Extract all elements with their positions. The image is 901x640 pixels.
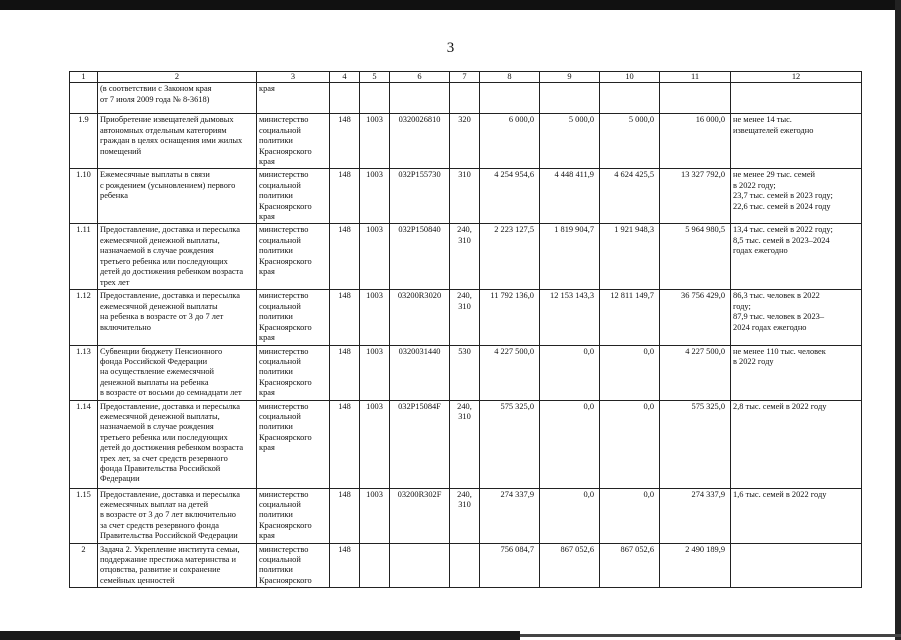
- amount-total: 575 325,0: [660, 400, 731, 488]
- expected-result: 2,8 тыс. семей в 2022 году: [731, 400, 862, 488]
- grbs-code: 148: [330, 543, 360, 588]
- amount-2023: 0,0: [540, 400, 600, 488]
- amount-2024: 4 624 425,5: [600, 169, 660, 224]
- amount-2022: 4 227 500,0: [480, 345, 540, 400]
- column-number: 5: [360, 72, 390, 83]
- expense-type-code: 240, 310: [450, 488, 480, 543]
- expense-type-code: [450, 543, 480, 588]
- column-number: 8: [480, 72, 540, 83]
- expected-result: [731, 83, 862, 114]
- section-code: 1003: [360, 290, 390, 345]
- expected-result: не менее 110 тыс. человек в 2022 году: [731, 345, 862, 400]
- expense-type-code: 310: [450, 169, 480, 224]
- event-name: Предоставление, доставка и пересылка ежемесячной денежной выплаты, назначаемой в случае рождения третьего ребенка или последующих детей до достижения ребенком возраста трех лет, за счет средств резервного фонда Правительства Российской Федерации: [98, 400, 257, 488]
- target-article-code: [390, 83, 450, 114]
- table-row: [70, 224, 862, 290]
- amount-2024: 0,0: [600, 488, 660, 543]
- scan-right-edge: [895, 0, 901, 640]
- page-number: 3: [446, 40, 455, 56]
- section-code: 1003: [360, 345, 390, 400]
- event-name: Предоставление, доставка и пересылка ежемесячной денежной выплаты на ребенка в возрасте от 3 до 7 лет включительно: [98, 290, 257, 345]
- target-article-code: 032P150840: [390, 224, 450, 290]
- responsible-body: министерство социальной политики Красноярского края: [257, 400, 330, 488]
- amount-2022: 4 254 954,6: [480, 169, 540, 224]
- row-number: [70, 83, 98, 114]
- column-number: 12: [731, 72, 862, 83]
- amount-2022: 2 223 127,5: [480, 224, 540, 290]
- target-article-code: 032P15084F: [390, 400, 450, 488]
- amount-total: 274 337,9: [660, 488, 731, 543]
- target-article-code: 0320026810: [390, 114, 450, 169]
- amount-2022: 11 792 136,0: [480, 290, 540, 345]
- target-article-code: 032P155730: [390, 169, 450, 224]
- amount-2023: 867 052,6: [540, 543, 600, 588]
- grbs-code: 148: [330, 114, 360, 169]
- amount-total: 16 000,0: [660, 114, 731, 169]
- row-number: 1.15: [70, 488, 98, 543]
- amount-2024: 12 811 149,7: [600, 290, 660, 345]
- responsible-body: министерство социальной политики Красноярского края: [257, 224, 330, 290]
- amount-2022: 756 084,7: [480, 543, 540, 588]
- column-number-row: [70, 72, 862, 83]
- responsible-body: министерство социальной политики Красноярского края: [257, 290, 330, 345]
- expected-result: 13,4 тыс. семей в 2022 году; 8,5 тыс. семей в 2023–2024 годах ежегодно: [731, 224, 862, 290]
- column-number: 3: [257, 72, 330, 83]
- grbs-code: 148: [330, 345, 360, 400]
- column-number: 6: [390, 72, 450, 83]
- amount-2022: [480, 83, 540, 114]
- expected-result: [731, 543, 862, 588]
- event-name: Ежемесячные выплаты в связи с рождением (усыновлением) первого ребенка: [98, 169, 257, 224]
- expense-type-code: 320: [450, 114, 480, 169]
- amount-total: [660, 83, 731, 114]
- table-row: [70, 488, 862, 543]
- target-article-code: 0320031440: [390, 345, 450, 400]
- target-article-code: 03200R302F: [390, 488, 450, 543]
- amount-2024: [600, 83, 660, 114]
- table-row: [70, 543, 862, 588]
- event-name: Приобретение извещателей дымовых автономных отдельным категориям граждан в целях оснащения ими жилых помещений: [98, 114, 257, 169]
- column-number: 11: [660, 72, 731, 83]
- expected-result: не менее 14 тыс. извещателей ежегодно: [731, 114, 862, 169]
- expense-type-code: 240, 310: [450, 400, 480, 488]
- column-number: 7: [450, 72, 480, 83]
- amount-2024: 867 052,6: [600, 543, 660, 588]
- scan-bottom-edge: [0, 631, 520, 640]
- expected-result: 1,6 тыс. семей в 2022 году: [731, 488, 862, 543]
- row-number: 1.13: [70, 345, 98, 400]
- grbs-code: 148: [330, 224, 360, 290]
- section-code: [360, 83, 390, 114]
- amount-2023: 12 153 143,3: [540, 290, 600, 345]
- amount-2023: 0,0: [540, 345, 600, 400]
- expense-type-code: 530: [450, 345, 480, 400]
- grbs-code: 148: [330, 400, 360, 488]
- responsible-body: министерство социальной политики Красноярского края: [257, 345, 330, 400]
- event-name: Предоставление, доставка и пересылка ежемесячных выплат на детей в возрасте от 3 до 7 лет включительно за счет средств резервного фонда Правительства Российской Федерации: [98, 488, 257, 543]
- grbs-code: 148: [330, 290, 360, 345]
- column-number: 1: [70, 72, 98, 83]
- grbs-code: [330, 83, 360, 114]
- row-number: 1.12: [70, 290, 98, 345]
- amount-2023: 0,0: [540, 488, 600, 543]
- expense-type-code: [450, 83, 480, 114]
- grbs-code: 148: [330, 169, 360, 224]
- table-row: [70, 400, 862, 488]
- scan-top-edge: [0, 0, 901, 10]
- section-code: 1003: [360, 488, 390, 543]
- responsible-body: министерство социальной политики Красноярского края: [257, 169, 330, 224]
- responsible-body: министерство социальной политики Красноярского края: [257, 488, 330, 543]
- row-number: 1.9: [70, 114, 98, 169]
- amount-2024: 0,0: [600, 345, 660, 400]
- amount-2023: 1 819 904,7: [540, 224, 600, 290]
- grbs-code: 148: [330, 488, 360, 543]
- amount-2023: 5 000,0: [540, 114, 600, 169]
- target-article-code: [390, 543, 450, 588]
- section-code: 1003: [360, 114, 390, 169]
- expense-type-code: 240, 310: [450, 224, 480, 290]
- section-code: 1003: [360, 224, 390, 290]
- amount-2024: 1 921 948,3: [600, 224, 660, 290]
- event-name: Субвенции бюджету Пенсионного фонда Российской Федерации на осуществление ежемесячной денежной выплаты на ребенка в возрасте от восьми до семнадцати лет: [98, 345, 257, 400]
- amount-total: 36 756 429,0: [660, 290, 731, 345]
- expected-result: не менее 29 тыс. семей в 2022 году; 23,7 тыс. семей в 2023 году; 22,6 тыс. семей в 2024 году: [731, 169, 862, 224]
- column-number: 2: [98, 72, 257, 83]
- row-number: 2: [70, 543, 98, 588]
- amount-2023: [540, 83, 600, 114]
- table-row: [70, 169, 862, 224]
- row-number: 1.10: [70, 169, 98, 224]
- amount-2024: 5 000,0: [600, 114, 660, 169]
- event-name: (в соответствии с Законом края от 7 июля 2009 года № 8-3618): [98, 83, 257, 114]
- program-table: [69, 71, 862, 588]
- expense-type-code: 240, 310: [450, 290, 480, 345]
- section-code: 1003: [360, 400, 390, 488]
- column-number: 9: [540, 72, 600, 83]
- responsible-body: министерство социальной политики Красноярского края: [257, 114, 330, 169]
- table-row: [70, 290, 862, 345]
- amount-total: 5 964 980,5: [660, 224, 731, 290]
- event-name: Предоставление, доставка и пересылка ежемесячной денежной выплаты, назначаемой в случае рождения третьего ребенка или последующих детей до достижения ребенком возраста трех лет: [98, 224, 257, 290]
- column-number: 10: [600, 72, 660, 83]
- row-number: 1.11: [70, 224, 98, 290]
- target-article-code: 03200R3020: [390, 290, 450, 345]
- amount-2023: 4 448 411,9: [540, 169, 600, 224]
- row-number: 1.14: [70, 400, 98, 488]
- amount-2022: 274 337,9: [480, 488, 540, 543]
- amount-2022: 6 000,0: [480, 114, 540, 169]
- column-number: 4: [330, 72, 360, 83]
- event-name: Задача 2. Укрепление института семьи, поддержание престижа материнства и отцовства, развитие и сохранение семейных ценностей: [98, 543, 257, 588]
- section-code: [360, 543, 390, 588]
- amount-total: 2 490 189,9: [660, 543, 731, 588]
- amount-2022: 575 325,0: [480, 400, 540, 488]
- section-code: 1003: [360, 169, 390, 224]
- amount-2024: 0,0: [600, 400, 660, 488]
- amount-total: 4 227 500,0: [660, 345, 731, 400]
- responsible-body: края: [257, 83, 330, 114]
- responsible-body: министерство социальной политики Красноярского: [257, 543, 330, 588]
- table-row: [70, 83, 862, 114]
- table-row: [70, 114, 862, 169]
- expected-result: 86,3 тыс. человек в 2022 году; 87,9 тыс. человек в 2023– 2024 годах ежегодно: [731, 290, 862, 345]
- table-row: [70, 345, 862, 400]
- scan-bottom-edge-thin: [520, 634, 901, 637]
- amount-total: 13 327 792,0: [660, 169, 731, 224]
